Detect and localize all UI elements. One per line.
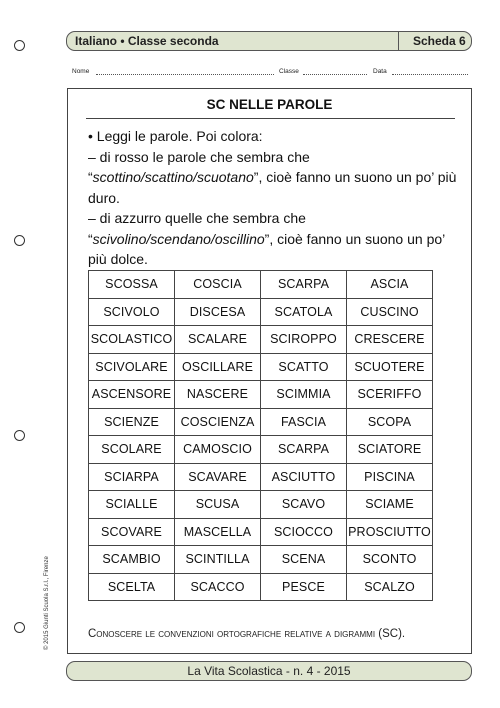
word-cell[interactable]: SCELTA bbox=[89, 573, 175, 601]
word-cell[interactable]: NASCERE bbox=[175, 381, 261, 409]
word-cell[interactable]: SCINTILLA bbox=[175, 546, 261, 574]
nome-field[interactable] bbox=[96, 74, 274, 75]
scheda-number: Scheda 6 bbox=[413, 34, 466, 48]
word-cell[interactable]: SCOVARE bbox=[89, 518, 175, 546]
name-class-date-line bbox=[70, 68, 470, 80]
word-cell[interactable]: MASCELLA bbox=[175, 518, 261, 546]
instruction-intro: • Leggi le parole. Poi colora: bbox=[88, 128, 263, 144]
word-cell[interactable]: ASCENSORE bbox=[89, 381, 175, 409]
word-cell[interactable]: SCOLASTICO bbox=[89, 326, 175, 354]
table-row bbox=[89, 353, 433, 381]
word-cell[interactable]: COSCIA bbox=[175, 271, 261, 299]
word-cell[interactable]: SCACCO bbox=[175, 573, 261, 601]
word-cell[interactable]: COSCIENZA bbox=[175, 408, 261, 436]
word-cell[interactable]: SCONTO bbox=[347, 546, 433, 574]
word-cell[interactable]: PESCE bbox=[261, 573, 347, 601]
worksheet-box bbox=[67, 88, 472, 654]
classe-field[interactable] bbox=[303, 74, 367, 75]
blue-prefix: – di azzurro quelle che sembra che “ bbox=[88, 210, 306, 247]
data-field[interactable] bbox=[392, 74, 468, 75]
word-cell[interactable]: SCOPA bbox=[347, 408, 433, 436]
word-cell[interactable]: SCENA bbox=[261, 546, 347, 574]
word-cell[interactable]: SCALARE bbox=[175, 326, 261, 354]
header-divider bbox=[398, 32, 399, 50]
word-cell[interactable]: CAMOSCIO bbox=[175, 436, 261, 464]
word-cell[interactable]: PISCINA bbox=[347, 463, 433, 491]
subject-label: Italiano • Classe seconda bbox=[75, 34, 219, 48]
word-cell[interactable]: SCIATORE bbox=[347, 436, 433, 464]
word-cell[interactable]: SCARPA bbox=[261, 436, 347, 464]
word-cell[interactable]: DISCESA bbox=[175, 298, 261, 326]
table-row bbox=[89, 546, 433, 574]
word-cell[interactable]: OSCILLARE bbox=[175, 353, 261, 381]
footer-text: La Vita Scolastica - n. 4 - 2015 bbox=[187, 664, 351, 678]
word-cell[interactable]: ASCIUTTO bbox=[261, 463, 347, 491]
word-table bbox=[88, 270, 433, 601]
binder-hole bbox=[14, 235, 25, 246]
word-cell[interactable]: CUSCINO bbox=[347, 298, 433, 326]
table-row bbox=[89, 436, 433, 464]
instructions bbox=[88, 126, 458, 270]
word-cell[interactable]: SCIOCCO bbox=[261, 518, 347, 546]
binder-hole bbox=[14, 622, 25, 633]
word-cell[interactable]: SCATOLA bbox=[261, 298, 347, 326]
word-cell[interactable]: SCOLARE bbox=[89, 436, 175, 464]
table-row bbox=[89, 326, 433, 354]
word-cell[interactable]: SCARPA bbox=[261, 271, 347, 299]
word-cell[interactable]: SCAVO bbox=[261, 491, 347, 519]
word-cell[interactable]: SCUSA bbox=[175, 491, 261, 519]
word-cell[interactable]: SCIALLE bbox=[89, 491, 175, 519]
word-cell[interactable]: SCIROPPO bbox=[261, 326, 347, 354]
word-cell[interactable]: SCIAME bbox=[347, 491, 433, 519]
nome-label: Nome bbox=[72, 68, 90, 75]
word-cell[interactable]: SCAVARE bbox=[175, 463, 261, 491]
instruction-red bbox=[88, 147, 458, 209]
title-divider bbox=[86, 118, 455, 119]
blue-suffix: ”, cioè fanno un suono un po’ più dolce. bbox=[88, 230, 445, 267]
word-cell[interactable]: SCATTO bbox=[261, 353, 347, 381]
word-cell[interactable]: PROSCIUTTO bbox=[347, 518, 433, 546]
table-row bbox=[89, 463, 433, 491]
word-cell[interactable]: SCIVOLARE bbox=[89, 353, 175, 381]
instruction-blue bbox=[88, 208, 458, 270]
table-row bbox=[89, 271, 433, 299]
red-example-words: scottino/scattino/scuotano bbox=[92, 169, 254, 185]
table-row bbox=[89, 518, 433, 546]
table-row bbox=[89, 573, 433, 601]
word-cell[interactable]: CRESCERE bbox=[347, 326, 433, 354]
binder-hole bbox=[14, 40, 25, 51]
word-cell[interactable]: SCOSSA bbox=[89, 271, 175, 299]
red-prefix: – di rosso le parole che sembra che “ bbox=[88, 148, 310, 185]
red-suffix: ”, cioè fanno un suono un po’ più duro. bbox=[88, 169, 457, 206]
word-cell[interactable]: SCIARPA bbox=[89, 463, 175, 491]
word-cell[interactable]: SCERIFFO bbox=[347, 381, 433, 409]
footer-bar bbox=[66, 661, 472, 681]
word-cell[interactable]: SCAMBIO bbox=[89, 546, 175, 574]
word-cell[interactable]: SCUOTERE bbox=[347, 353, 433, 381]
learning-objective: Conoscere le convenzioni ortografiche relative a digrammi (SC). bbox=[88, 628, 406, 640]
data-label: Data bbox=[373, 68, 387, 75]
blue-example-words: scivolino/scendano/oscillino bbox=[92, 230, 265, 247]
word-cell[interactable]: SCIMMIA bbox=[261, 381, 347, 409]
table-row bbox=[89, 491, 433, 519]
classe-label: Classe bbox=[279, 68, 299, 75]
worksheet-title: SC NELLE PAROLE bbox=[206, 97, 333, 112]
table-row bbox=[89, 381, 433, 409]
word-cell[interactable]: SCIVOLO bbox=[89, 298, 175, 326]
word-cell[interactable]: FASCIA bbox=[261, 408, 347, 436]
word-cell[interactable]: SCALZO bbox=[347, 573, 433, 601]
header-bar bbox=[66, 31, 472, 51]
table-row bbox=[89, 298, 433, 326]
table-row bbox=[89, 408, 433, 436]
word-cell[interactable]: SCIENZE bbox=[89, 408, 175, 436]
binder-hole bbox=[14, 430, 25, 441]
copyright-notice: © 2015 Giunti Scuola S.r.l., Firenze bbox=[44, 556, 50, 650]
word-cell[interactable]: ASCIA bbox=[347, 271, 433, 299]
